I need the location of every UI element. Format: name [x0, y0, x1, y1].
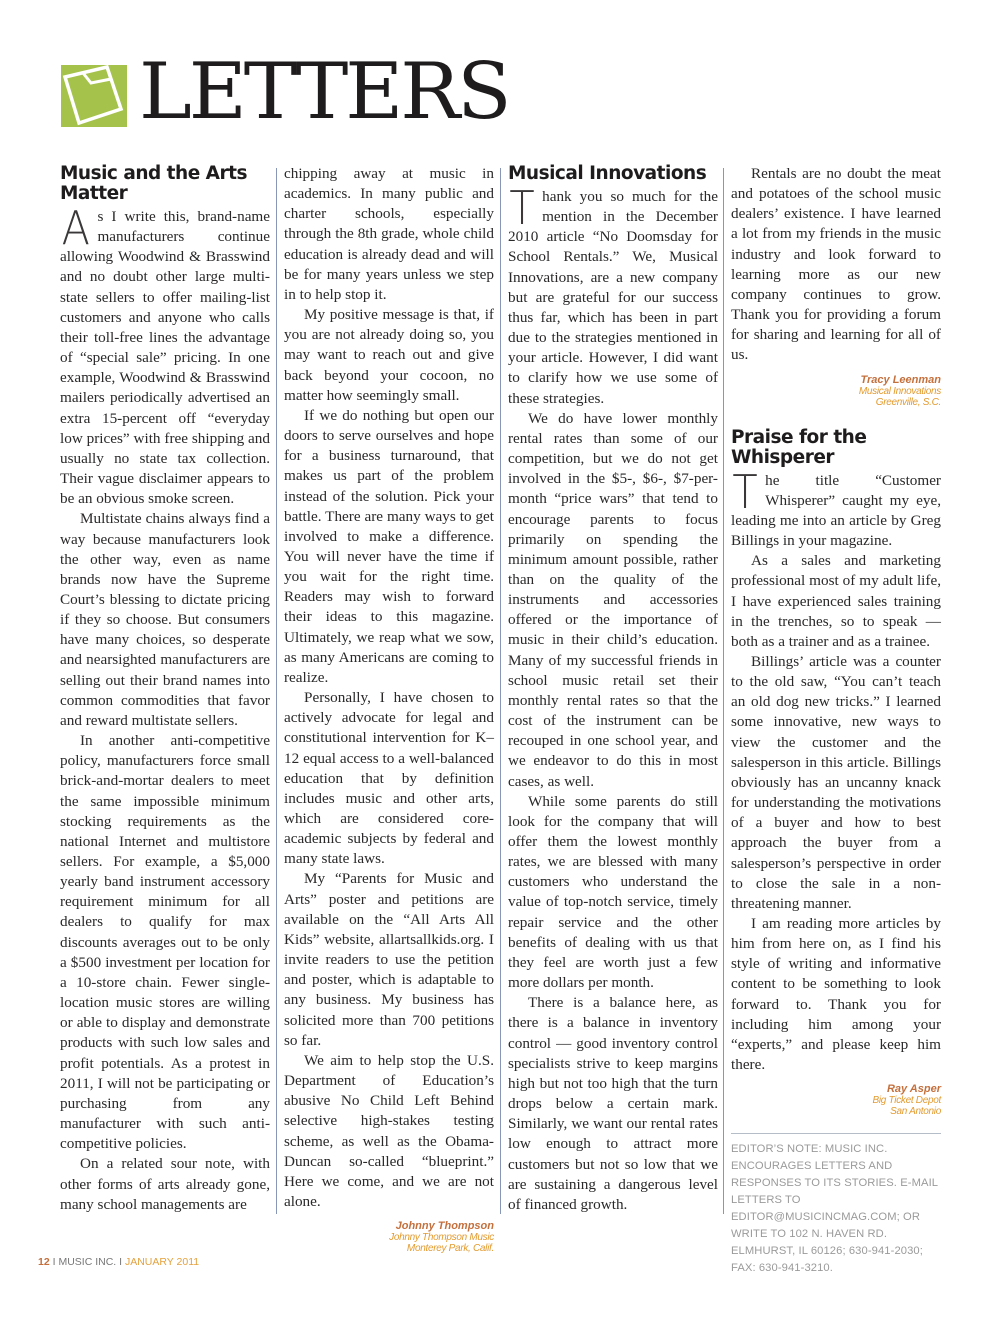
issue-date: JANUARY 2011	[124, 1256, 200, 1268]
letter-body	[731, 464, 941, 1076]
masthead	[61, 47, 509, 137]
letter-paragraph: Rentals are no doubt the meat and potatoes of the school music dealers’ existence. I have learned a lot from my friends in the music industry and look forward to learning more as our new company continues to grow. Thank you for providing a forum for sharing and learning for all of us.	[731, 165, 941, 364]
letter-paragraph: Personally, I have chosen to actively advocate for legal and constitutional intervention for K–12 equal access to a well-balanced education that by definition includes music and other arts, which are considered core-academic subjects by federal and many state laws.	[284, 689, 494, 868]
letter-signature	[731, 374, 941, 408]
letter-paragraph: We aim to help stop the U.S. Department of Education’s abusive No Child Left Behind selective high-stakes testing scheme, as well as the Obama-Duncan so-called “blueprint.” Here we come, and we are not alone.	[284, 1051, 494, 1210]
editors-note: EDITOR’S NOTE: MUSIC INC. ENCOURAGES LETTERS AND RESPONSES TO ITS STORIES. E-MAIL LETTERS TO EDITOR@MUSICINCMAG.COM; OR WRITE TO 102 N. HAVEN RD. ELMHURST, IL 60126; 630-941-2030; FAX: 630-941-3210.	[731, 1133, 941, 1277]
letter-paragraph: I am reading more articles by him from here on, as I find his style of writing and informative content to be something to look forward to. Thank you for including him among your “experts,” and please keep him there.	[731, 915, 941, 1074]
signature-affiliation: Musical Innovations	[858, 385, 941, 397]
letter-signature	[284, 1220, 494, 1254]
drop-cap: T	[732, 464, 758, 519]
letter-paragraph: Billings’ article was a counter to the old saw, “You can’t teach an old dog new tricks.” I learned some innovative, new ways to view the customer and the salesperson in this article. Billings obviously has an uncanny knack for understanding the motivations of a buyer and how to best approach the buyer from a salesperson’s perspective in order to close the sale in a non-threatening manner.	[731, 652, 941, 912]
letter-paragraph: My “Parents for Music and Arts” poster and petitions are available on the “All Arts All Kids” website, allartsallkids.org. I invite readers to use the petition and poster, which is adaptable to any business. My business has solicited more than 700 petitions so far.	[284, 870, 494, 1049]
footer-separator: I	[52, 1256, 56, 1268]
letter-paragraph: Multistate chains always find a way because manufacturers look the other way, even as name brands now have the Supreme Court’s blessing to dictate pricing if they so choose. But consumers have many choices, so desperate and nearsighted manufacturers are selling out their brand names into common commodities that favor and reward multistate sellers.	[60, 510, 270, 729]
letter-paragraph: There is a balance here, as there is a balance in inventory control — good inventory control specialists strive to keep margins high but not too high that the turn drops below a certain mark. Similarly, we want our rental rates low enough to attract more customers but not so low that we are sustaining a dangerous level of financed growth.	[508, 994, 718, 1213]
signature-location: Greenville, S.C.	[875, 396, 941, 408]
drop-cap: T	[509, 181, 535, 235]
letter-paragraph: Thank you so much for the mention in the December 2010 article “No Doomsday for School Rentals.” We, Musical Innovations, are a new company but are grateful for our success thus far, which has been in part due to the strategies mentioned in your article. However, I did want to clarify how we use some of these strategies.	[508, 181, 718, 407]
column-rule	[276, 168, 277, 1214]
column-4	[731, 164, 941, 1277]
letter-paragraph: While some parents do still look for the company that will offer them the lowest monthly rates, we are blessed with many customers who understand the value of top-notch service, timely repair service and the other benefits of dealing with us that they feel are worth just a few more dollars per month.	[508, 792, 718, 992]
column-3	[508, 164, 718, 1215]
letter-signature	[731, 1083, 941, 1117]
signature-name: Ray Asper	[886, 1083, 941, 1096]
signature-location: San Antonio	[890, 1106, 941, 1118]
letter-body	[508, 181, 718, 1215]
publication-name: MUSIC INC.	[58, 1256, 117, 1268]
letter-paragraph: chipping away at music in academics. In many public and charter schools, especially through the 8th grade, whole child education is already dead and will be for many years unless we step in to help stop it.	[284, 165, 494, 303]
letter-body-continued	[284, 164, 494, 1212]
letter-body-continued	[731, 164, 941, 366]
drop-cap: A	[61, 201, 90, 255]
page-number: 12	[38, 1256, 50, 1268]
letter-body	[60, 201, 270, 1215]
letter-paragraph: My positive message is that, if you are not already doing so, you may want to reach out and give back beyond your cocoon, no matter how seemingly small.	[284, 306, 494, 404]
letter-paragraph: As I write this, brand-name manufacturers continue allowing Woodwind & Brasswind and no doubt other large multi-state sellers to offer mailing-list customers and anyone who calls their toll-free lines the advantage of “special sale” pricing. In one example, Woodwind & Brasswind mailers periodically advertised an extra 15-percent off “everyday low prices” with free shipping and usually no state tax collection. Their vague disclaimer appears to be an obvious smoke screen.	[60, 201, 270, 508]
signature-affiliation: Big Ticket Depot	[872, 1095, 941, 1107]
letter-paragraph: In another anti-competitive policy, manufacturers force small brick-and-mortar dealers to meet the same impossible minimum stocking requirements as the national Internet and multistore sellers. For example, a $5,000 yearly band instrument accessory requirement minimum for all dealers to qualify for max discounts averages out to be only a $500 investment per location for a 10-store chain. Fewer single-location music stores are willing or able to display and demonstrate products with such low sales and profit potentials. As a protest in 2011, I will not be participating or purchasing from any manufacturer with such anti-competitive policies.	[60, 732, 270, 1153]
column-rule	[723, 168, 724, 1214]
signature-name: Tracy Leenman	[860, 373, 941, 386]
letter-headline: Praise for the Whisperer	[731, 426, 867, 468]
letter-paragraph: We do have lower monthly rental rates than some of our competition, but we do not get involved in the $5-, $6-, $7-per-month “price wars” that tend to encourage parents to focus primarily on spending the minimum amount possible, rather than on the quality of the instruments and accessories offered or the importance of music in their child’s education. Many of my successful friends in school music retail set their monthly rental rates so that the cost of the instrument can be recouped in one school year, and we endeavor to do this in most cases, as well.	[508, 409, 718, 790]
footer-separator: I	[119, 1256, 123, 1268]
column-1	[60, 164, 270, 1215]
signature-name: Johnny Thompson	[395, 1220, 494, 1233]
column-rule	[500, 168, 501, 1214]
page-title: LETTERS	[139, 47, 509, 137]
letter-paragraph: If we do nothing but open our doors to serve ourselves and hope for a business turnaround, that makes us part of the problem instead of the solution. Pick your battle. There are many ways to get involved to make a difference. You will never have the time if you wait for the right time. Readers may wish to forward their ideas to this magazine. Ultimately, we reap what we sow, as many Americans are coming to realize.	[284, 406, 494, 686]
letter-envelope-icon	[61, 65, 127, 127]
signature-location: Monterey Park, Calif.	[406, 1243, 494, 1255]
letter-paragraph: On a related sour note, with other forms of arts already gone, many school managements are	[60, 1155, 270, 1213]
page-footer	[38, 1256, 199, 1268]
letter-paragraph: The title “Customer Whisperer” caught my eye, leading me into an article by Greg Billings in your magazine.	[731, 464, 941, 550]
letter-paragraph: As a sales and marketing professional most of my adult life, I have experienced sales training in the trenches, so to speak — both as a trainer and as a trainee.	[731, 552, 941, 650]
letter-headline: Music and the Arts Matter	[60, 163, 247, 204]
column-2	[284, 164, 494, 1254]
signature-affiliation: Johnny Thompson Music	[389, 1232, 494, 1244]
letter-headline: Musical Innovations	[508, 163, 707, 184]
